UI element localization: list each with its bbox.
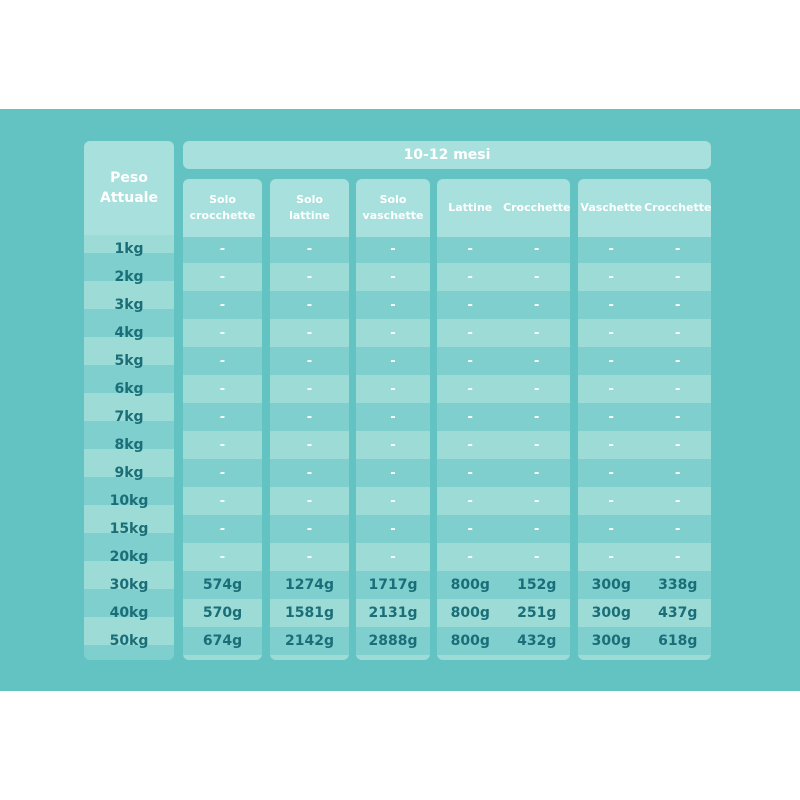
table-cell: - xyxy=(534,381,540,397)
table-cell: - xyxy=(219,269,226,285)
weight-column-header xyxy=(84,141,174,235)
weight-cell: 9kg xyxy=(114,465,144,481)
table-cell: - xyxy=(534,521,540,537)
weight-cell: 6kg xyxy=(114,381,144,397)
table-cell: - xyxy=(219,409,226,425)
table-cell: - xyxy=(534,269,540,285)
table-cell: 432g xyxy=(517,633,557,649)
table-cell: - xyxy=(467,437,473,453)
table-cell: - xyxy=(608,297,614,313)
table-cell: - xyxy=(390,493,396,509)
table-cell: - xyxy=(467,353,473,369)
table-cell: - xyxy=(467,381,473,397)
table-cell: - xyxy=(390,521,396,537)
table-cell: - xyxy=(467,493,473,509)
table-cell: - xyxy=(306,325,313,341)
table-cell: - xyxy=(306,521,313,537)
column-group xyxy=(578,179,711,660)
table-cell: - xyxy=(467,269,473,285)
table-cell: - xyxy=(306,437,313,453)
table-cell: - xyxy=(219,493,226,509)
table-cell: 338g xyxy=(658,577,698,593)
table-cell: - xyxy=(306,409,313,425)
table-cell: - xyxy=(608,465,614,481)
column-group xyxy=(183,179,262,660)
column-header-label: Solo crocchette xyxy=(189,193,256,222)
table-cell: - xyxy=(675,269,681,285)
table-cell: - xyxy=(608,549,614,565)
table-cell: - xyxy=(390,465,396,481)
table-cell: - xyxy=(608,325,614,341)
table-cell: 437g xyxy=(658,605,698,621)
table-cell: - xyxy=(219,521,226,537)
column-group xyxy=(356,179,430,660)
table-cell: - xyxy=(390,269,396,285)
table-cell: 1717g xyxy=(368,577,418,593)
table-cell: 800g xyxy=(450,605,490,621)
table-cell: - xyxy=(219,549,226,565)
table-cell: 2131g xyxy=(368,605,418,621)
column-header-label: Solo vaschette xyxy=(362,193,424,222)
weight-cell: 20kg xyxy=(109,549,149,565)
table-cell: - xyxy=(675,381,681,397)
table-cell: - xyxy=(534,325,540,341)
table-cell: - xyxy=(534,437,540,453)
table-cell: - xyxy=(675,297,681,313)
weight-header-label: Peso Attuale xyxy=(100,170,158,206)
table-cell: - xyxy=(675,521,681,537)
table-cell: - xyxy=(219,353,226,369)
table-cell: - xyxy=(608,521,614,537)
table-cell: 300g xyxy=(591,633,631,649)
table-cell: - xyxy=(608,353,614,369)
weight-column xyxy=(84,141,174,660)
table-cell: - xyxy=(219,465,226,481)
table-cell: - xyxy=(534,549,540,565)
table-cell: - xyxy=(608,409,614,425)
weight-cell: 7kg xyxy=(114,409,144,425)
table-cell: - xyxy=(675,409,681,425)
table-cell: 300g xyxy=(591,605,631,621)
table-cell: - xyxy=(306,241,313,257)
weight-cell: 2kg xyxy=(114,269,144,285)
table-cell: - xyxy=(675,353,681,369)
weight-cell: 4kg xyxy=(114,325,144,341)
table-cell: - xyxy=(534,297,540,313)
table-cell: - xyxy=(390,381,396,397)
table-cell: - xyxy=(390,353,396,369)
table-cell: - xyxy=(467,297,473,313)
column-group xyxy=(270,179,349,660)
table-cell: 300g xyxy=(591,577,631,593)
table-cell: - xyxy=(675,465,681,481)
table-cell: - xyxy=(306,549,313,565)
table-cell: - xyxy=(608,269,614,285)
table-cell: - xyxy=(608,493,614,509)
table-cell: 800g xyxy=(450,577,490,593)
table-cell: - xyxy=(306,297,313,313)
table-cell: - xyxy=(608,437,614,453)
table-cell: - xyxy=(219,325,226,341)
column-header-label: Crocchette xyxy=(644,201,711,214)
weight-cell: 10kg xyxy=(109,493,149,509)
weight-cell: 5kg xyxy=(114,353,144,369)
weight-cell: 40kg xyxy=(109,605,149,621)
table-cell: - xyxy=(675,241,681,257)
table-cell: - xyxy=(219,241,226,257)
weight-cell: 30kg xyxy=(109,577,149,593)
table-cell: - xyxy=(306,269,313,285)
table-cell: 251g xyxy=(517,605,557,621)
weight-cell: 15kg xyxy=(109,521,149,537)
column-group xyxy=(437,179,570,660)
column-header-label: Vaschette xyxy=(580,201,643,214)
column-header-label: Lattine xyxy=(448,201,493,214)
table-cell: - xyxy=(467,241,473,257)
table-cell: - xyxy=(390,409,396,425)
table-cell: 570g xyxy=(202,605,243,621)
table-cell: - xyxy=(534,353,540,369)
column-header-label: Crocchette xyxy=(503,201,570,214)
column-header-label: Solo lattine xyxy=(289,193,330,222)
table-cell: - xyxy=(219,381,226,397)
table-cell: - xyxy=(534,493,540,509)
table-cell: - xyxy=(306,465,313,481)
table-cell: - xyxy=(219,297,226,313)
table-cell: - xyxy=(467,521,473,537)
table-cell: 152g xyxy=(517,577,557,593)
table-cell: 674g xyxy=(202,633,243,649)
table-cell: - xyxy=(675,549,681,565)
table-cell: - xyxy=(534,241,540,257)
table-cell: - xyxy=(390,437,396,453)
table-cell: 2142g xyxy=(285,633,334,649)
table-cell: - xyxy=(467,465,473,481)
weight-cell: 3kg xyxy=(114,297,144,313)
table-title: 10-12 mesi xyxy=(183,141,711,169)
table-cell: - xyxy=(534,409,540,425)
table-cell: - xyxy=(306,381,313,397)
table-cell: - xyxy=(306,493,313,509)
weight-cell: 50kg xyxy=(109,633,149,649)
table-cell: - xyxy=(306,353,313,369)
table-cell: - xyxy=(390,549,396,565)
table-cell: 1581g xyxy=(285,605,334,621)
table-cell: 2888g xyxy=(368,633,418,649)
weight-cell: 1kg xyxy=(114,241,144,257)
table-cell: - xyxy=(608,241,614,257)
weight-cell: 8kg xyxy=(114,437,144,453)
table-cell: - xyxy=(608,381,614,397)
table-cell: - xyxy=(390,297,396,313)
table-cell: - xyxy=(390,325,396,341)
table-cell: - xyxy=(675,493,681,509)
table-cell: - xyxy=(219,437,226,453)
table-cell: 574g xyxy=(202,577,243,593)
table-cell: - xyxy=(534,465,540,481)
table-cell: - xyxy=(390,241,396,257)
table-cell: - xyxy=(467,325,473,341)
table-cell: - xyxy=(467,549,473,565)
table-cell: 1274g xyxy=(285,577,334,593)
table-cell: - xyxy=(675,437,681,453)
table-cell: 618g xyxy=(658,633,698,649)
table-cell: - xyxy=(675,325,681,341)
table-cell: 800g xyxy=(450,633,490,649)
table-cell: - xyxy=(467,409,473,425)
